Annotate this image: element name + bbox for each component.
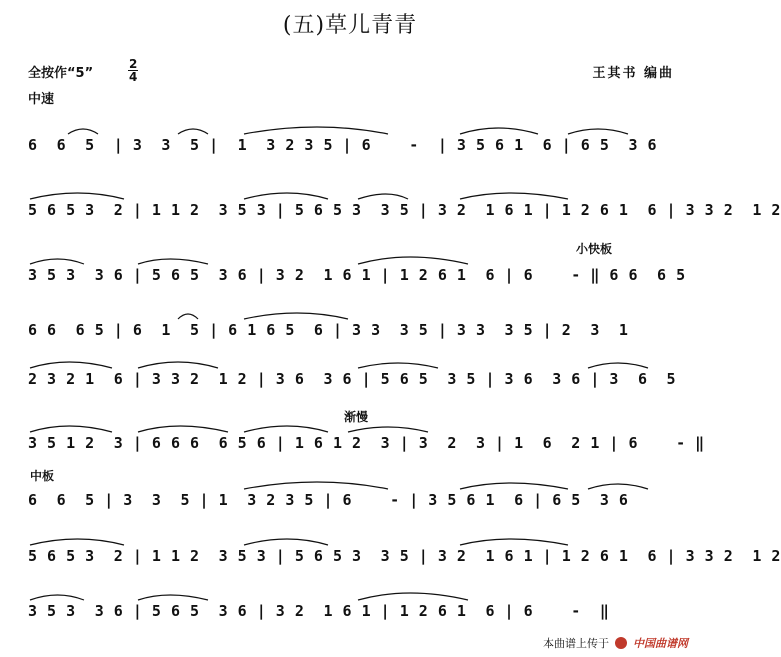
time-signature-denominator: 4 [129, 70, 138, 84]
score-row-3 [28, 242, 686, 292]
time-signature [128, 58, 138, 83]
score-row-2 [28, 197, 781, 227]
tempo-marker-xiao-kuai-ban: 小快板 [576, 242, 613, 256]
tempo-marker-zhong-ban: 中板 [30, 469, 55, 483]
slur-marks [28, 535, 684, 547]
notation-line: 6 6 6 5 | 6 1 5 | 6 1 6 5 6 | 3 3 3 5 | 3 3 3 5 | 2 3 1 [28, 321, 629, 339]
slur-marks [28, 590, 684, 602]
site-logo-icon [615, 637, 627, 649]
notation-line: 3 5 1 2 3 | 6 6 6 6 5 6 | 1 6 1 2 3 | 3 2 3 | 1 6 2 1 | 6 - ‖ [28, 434, 705, 452]
score-row-1 [28, 132, 684, 162]
score-row-9 [28, 598, 684, 628]
score-row-5 [28, 366, 684, 396]
slur-marks [28, 479, 684, 491]
notation-line: 5 6 5 3 2 | 1 1 2 3 5 3 | 5 6 5 3 3 5 | 3 2 1 6 1 | 1 2 6 1 6 | 3 3 2 1 2 [28, 547, 781, 565]
footer-brand: 中国曲谱网 [633, 637, 688, 650]
slur-marks [28, 358, 684, 370]
score-row-7 [28, 469, 684, 517]
slur-marks [28, 189, 684, 201]
notation-line: 5 6 5 3 2 | 1 1 2 3 5 3 | 5 6 5 3 3 5 | 3 2 1 6 1 | 1 2 6 1 6 | 3 3 2 1 2 [28, 201, 781, 219]
notation-line: 6 6 5 | 3 3 5 | 1 3 2 3 5 | 6 - | 3 5 6 1 6 | 6 5 3 6 [28, 136, 658, 154]
tempo-marking: 中速 [28, 92, 55, 107]
key-signature: 全按作“5” [28, 66, 94, 81]
watermark-footer [543, 635, 688, 651]
notation-line: 3 5 3 3 6 | 5 6 5 3 6 | 3 2 1 6 1 | 1 2 6 1 6 | 6 - ‖ [28, 602, 610, 620]
notation-line: 6 6 5 | 3 3 5 | 1 3 2 3 5 | 6 - | 3 5 6 1 6 | 6 5 3 6 [28, 491, 629, 509]
page-title: (五)草儿青青 [282, 13, 418, 38]
slur-marks [28, 124, 684, 136]
time-signature-numerator: 2 [129, 57, 138, 71]
notation-line: 3 5 3 3 6 | 5 6 5 3 6 | 3 2 1 6 1 | 1 2 6 1 6 | 6 - ‖ 6 6 6 5 [28, 266, 686, 284]
score-row-8 [28, 543, 781, 573]
footer-text: 本曲谱上传于 [543, 637, 609, 650]
composer-credit: 王其书 编曲 [592, 66, 674, 81]
notation-line: 2 3 2 1 6 | 3 3 2 1 2 | 3 6 3 6 | 5 6 5 3 5 | 3 6 3 6 | 3 6 5 [28, 370, 677, 388]
tempo-marker-jian-man: 渐慢 [344, 410, 369, 424]
score-row-4 [28, 317, 684, 347]
score-row-6 [28, 410, 705, 460]
slur-marks [28, 309, 684, 321]
